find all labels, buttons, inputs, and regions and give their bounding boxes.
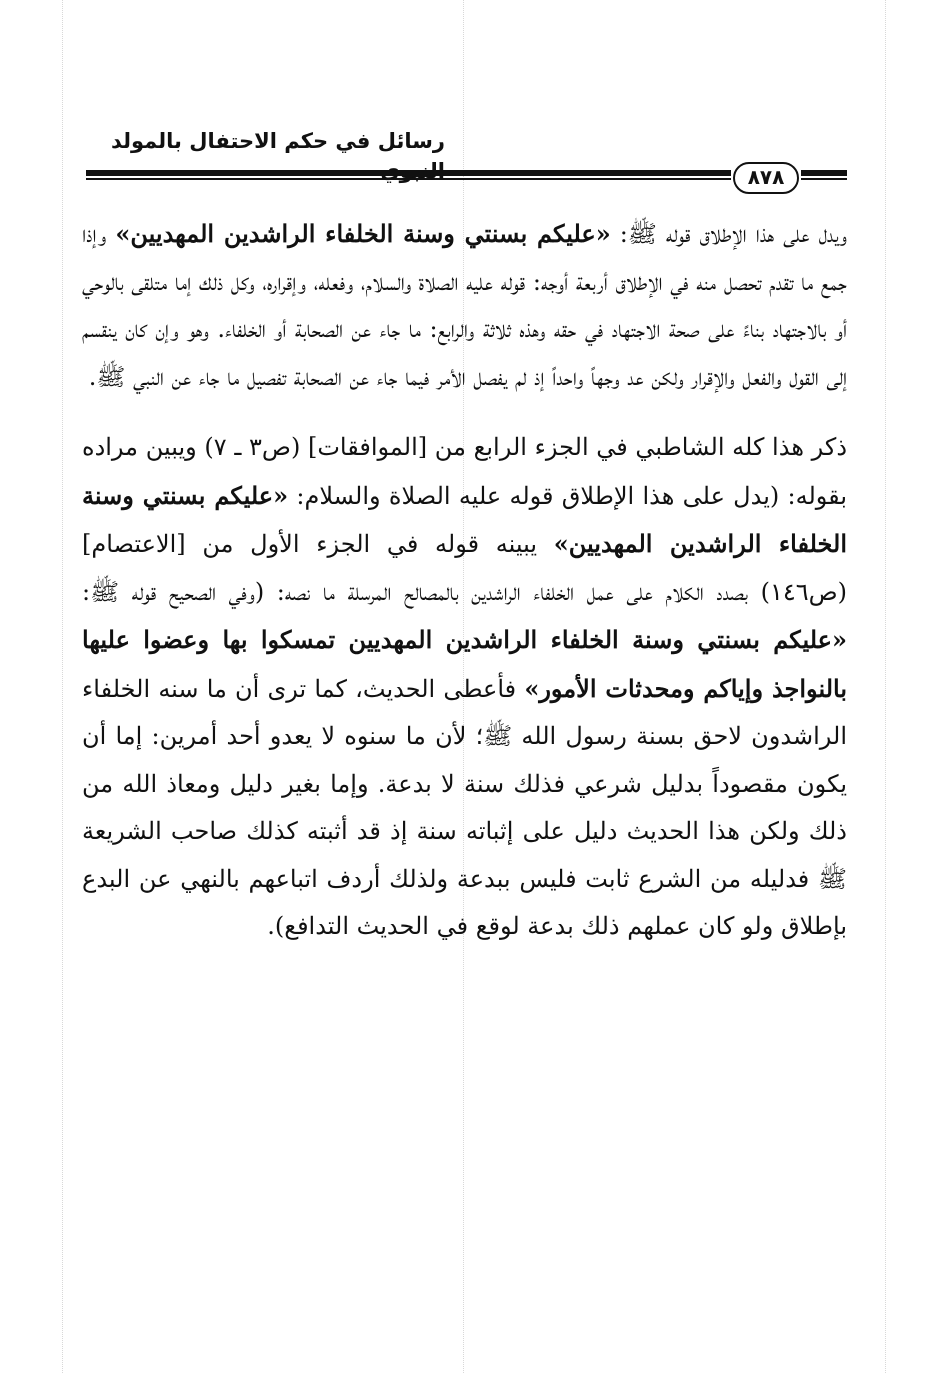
text-run: وإذا جمع ما تقدم تحصل منه في الإطلاق أربعة أوجه: قوله عليه الصلاة والسلام، وفعله، وإقراره، وكل ذلك إما متلقى بالوحي أو بالاجتهاد بناءً على صحة الاجتهاد في حقه وهذه ثلاثة والرابع: ما جاء عن الصحابة أو الخلفاء. وهو وإن كان ينقسم إلى القول والفعل والإقرار ولكن عد وجهاً واحداً إذ لم يفصل الأمر فيما جاء عن الصحابة تفصيل ما جاء عن النبي ﷺ.: [82, 220, 847, 391]
running-header-title: رسائل في حكم الاحتفال بالمولد: [111, 129, 445, 153]
text-run: يبينه قوله في الجزء الأول من [الاعتصام] (ص١٤٦) بصدد الكلام على عمل الخلفاء الراشدين بالمصالح المرسلة ما نصه: (وفي الصحيح قوله ﷺ:: [82, 530, 847, 606]
header-rule-thin: [86, 178, 731, 180]
hadith-quote: «عليكم بسنتي وسنة الخلفاء الراشدين المهديين»: [82, 480, 848, 558]
header-rule-right-thin: [801, 178, 847, 180]
hadith-quote: «عليكم بسنتي وسنة الخلفاء الراشدين المهديين»: [115, 219, 611, 248]
page-number: ٨٧٨: [733, 162, 799, 194]
text-run: ذكر هذا كله الشاطبي في الجزء الرابع من [الموافقات] (ص٣ ـ ٧) ويبين مراده بقوله: (يدل على هذا الإطلاق قوله عليه الصلاة والسلام:: [82, 433, 848, 510]
scan-dots-right: [885, 0, 886, 1373]
scan-dots-left: [62, 0, 63, 1373]
paragraph: [82, 424, 847, 951]
header-rule-thick: [86, 170, 731, 176]
hadith-quote: «عليكم بسنتي وسنة الخلفاء الراشدين المهديين تمسكوا بها وعضوا عليها بالنواجذ وإياكم ومحدثات الأمور»: [82, 625, 847, 703]
text-run: ويدل على هذا الإطلاق قوله ﷺ:: [610, 220, 847, 248]
body-text: [82, 210, 847, 951]
header-rule-right-thick: [801, 170, 847, 176]
text-run: فأعطى الحديث، كما ترى أن ما سنه الخلفاء الراشدون لاحق بسنة رسول الله ﷺ؛ لأن ما سنوه لا يعدو أحد أمرين: إما أن يكون مقصوداً بدليل شرعي فذلك سنة لا بدعة. وإما بغير دليل ومعاذ الله من ذلك ولكن هذا الحديث دليل على إثباته سنة إذ قد أثبته كذلك صاحب الشريعة ﷺ فدليله من الشرع ثابت فليس ببدعة ولذلك أردف اتباعهم بالنهي عن البدع بإطلاق ولو كان عملهم ذلك بدعة لوقع في الحديث التدافع).: [82, 674, 847, 940]
paragraph: [82, 210, 847, 401]
